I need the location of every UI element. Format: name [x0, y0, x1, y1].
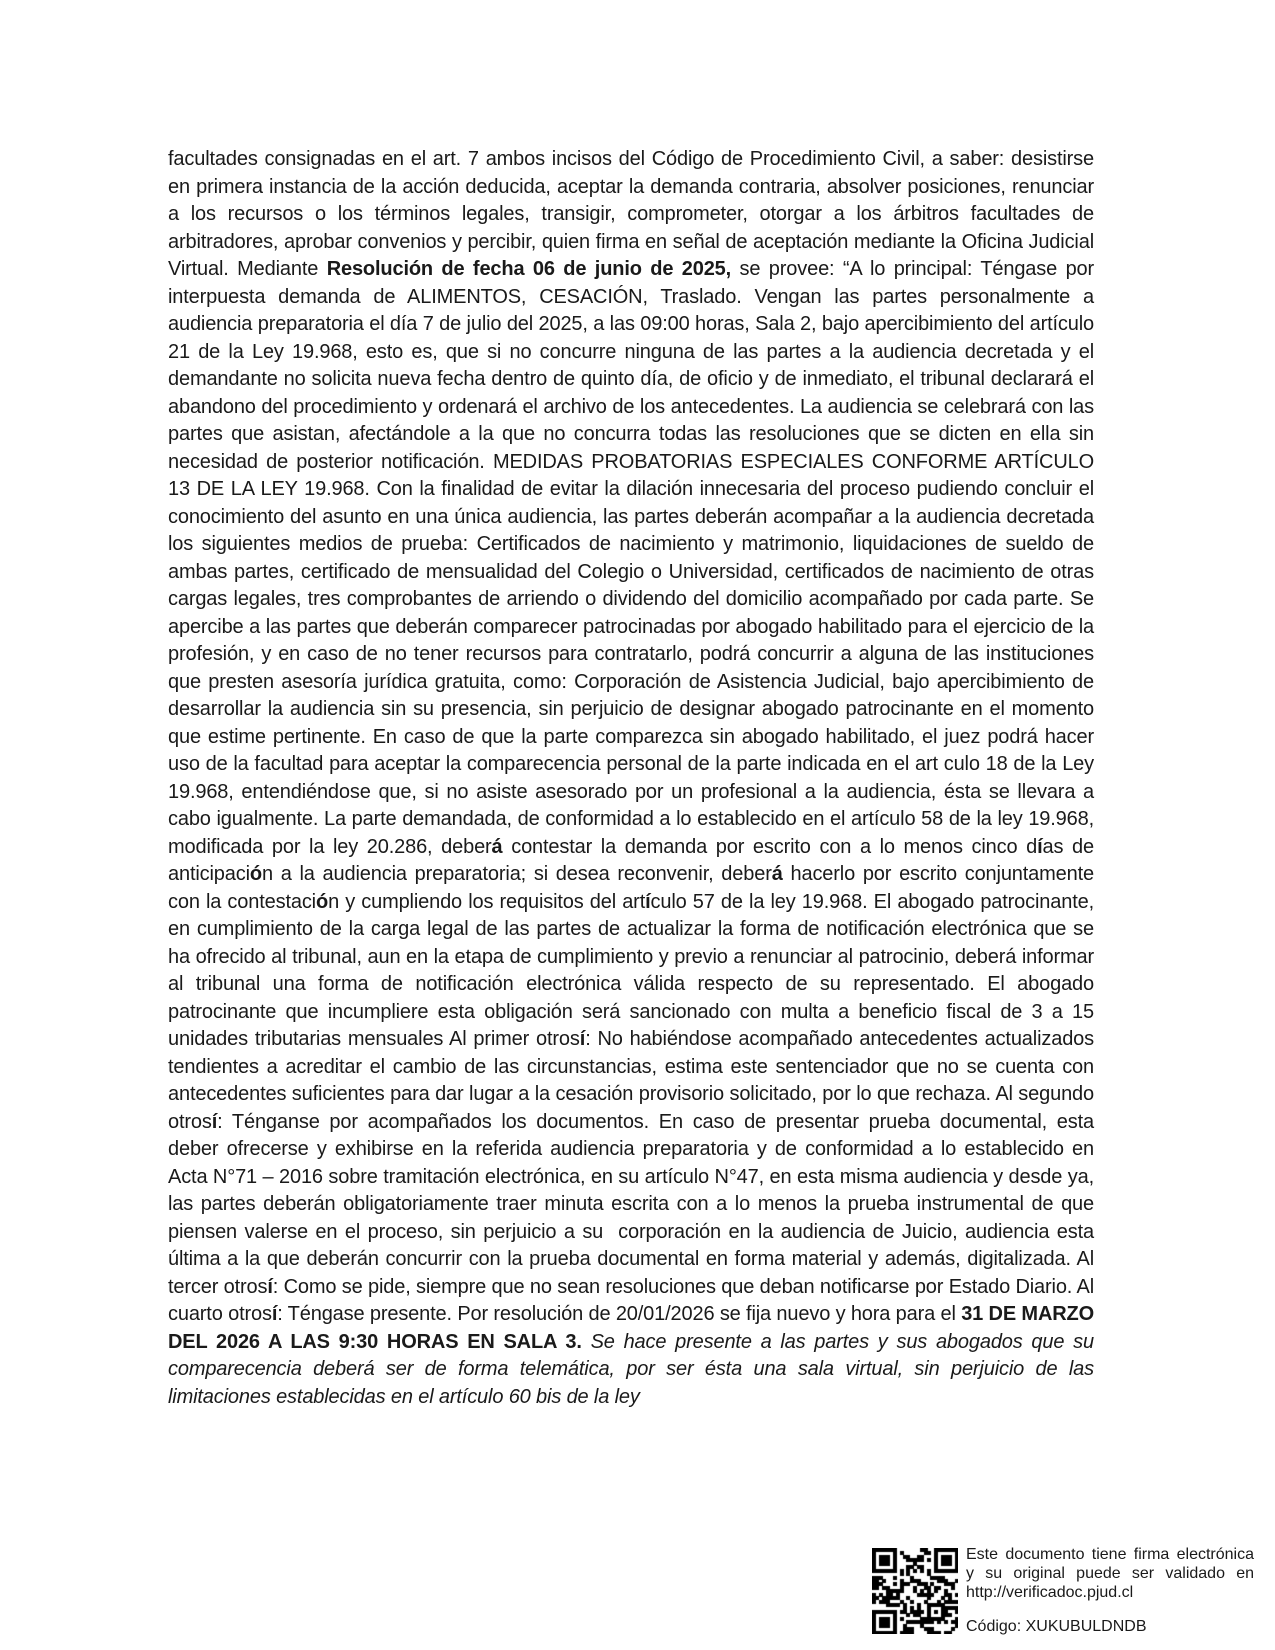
text-run-bold: á	[771, 863, 783, 885]
text-run-normal: n a la audiencia preparatoria; si desea reconvenir, deber	[261, 863, 772, 885]
text-run-normal: : No habiéndose acompañado antecedentes actualizados tendientes a acreditar el cambio de las circunstancias, estima este sentenciador que no se cuenta con antecedentes suficientes para dar lugar a la cesación provisorio solicitado, por lo que rechaza. Al segundo otros	[168, 1028, 1100, 1133]
qr-code-icon	[872, 1548, 958, 1634]
text-run-normal: facultades consignadas en el art. 7 ambos incisos del Código de Procedimiento Civil, a saber: desistirse en primera instancia de la acción deducida, aceptar la demanda contraria, absolver posiciones, renunciar a los recursos o los términos legales, transigir, comprometer, otorgar a los árbitros facultades de arbitradores, aprobar convenios y percibir, quien firma en señal de aceptación mediante la Oficina Judicial Virtual. Mediante	[168, 148, 1100, 280]
text-run-bold: í	[211, 1110, 218, 1133]
text-run-normal: n y cumpliendo los requisitos del art	[328, 890, 646, 913]
document-body-text	[168, 146, 1100, 1411]
text-run-normal: se provee: “A lo principal: Téngase por interpuesta demanda de ALIMENTOS, CESACIÓN, Traslado. Vengan las partes personalmente a audiencia preparatoria el día 7 de julio del 2025, a las 09:00 horas, Sala 2, bajo apercibimiento del artículo 21 de la Ley 19.968, esto es, que si no concurre ninguna de las partes a la audiencia decretada y el demandante no solicita nueva fecha dentro de quinto día, de oficio y de inmediato, el tribunal declarará el abandono del procedimiento y ordenará el archivo de los antecedentes. La audiencia se celebrará con las partes que asistan, afectándole a la que no concurra todas las resoluciones que se dicten en ella sin necesidad de posterior notificación. MEDIDAS PROBATORIAS ESPECIALES CONFORME ARTÍCULO 13 DE LA LEY 19.968. Con la finalidad de evitar la dilación innecesaria del proceso pudiendo concluir el conocimiento del asunto en una única audiencia, las partes deberán acompañar a la audiencia decretada los siguientes medios de prueba: Certificados de nacimiento y matrimonio, liquidaciones de sueldo de ambas partes, certificado de mensualidad del Colegio o Universidad, certificados de nacimiento de otras cargas legales, tres comprobantes de arriendo o dividendo del domicilio acompañado por cada parte. Se apercibe a las partes que deberán comparecer patrocinadas por abogado habilitado para el ejercicio de la profesión, y en caso de no tener recursos para contratarlo, podrá concurrir a alguna de las instituciones que presten asesoría jurídica gratuita, como: Corporación de Asistencia Judicial, bajo apercibimiento de desarrollar la audiencia sin su presencia, sin perjuicio de designar abogado patrocinante en el momento que estime pertinente. En caso de que la parte comparezca sin abogado habilitado, el juez podrá hacer uso de la facultad para aceptar la comparecencia personal de la parte indicada en el art culo 18 de la Ley 19.968, entendiéndose que, si no asiste asesorado por un profesional a la audiencia, ésta se llevara a cabo igualmente. La parte demandada, de conformidad a lo establecido en el artículo 58 de la ley 19.968, modificada por la ley 20.286, deber	[168, 258, 1100, 858]
validation-text-line2: y su original puede ser validado en	[966, 1565, 1254, 1582]
text-run-bold: í	[267, 1275, 273, 1298]
validation-url: http://verificadoc.pjud.cl	[966, 1584, 1134, 1601]
text-run-normal: : Téngase presente. Por resolución de 20/01/2026 se fija nuevo y hora para el	[277, 1303, 962, 1325]
text-run-bold: á	[491, 835, 503, 858]
text-run-italic: Se hace presente a las partes y sus abogados que su comparecencia deberá ser de forma telemática, por ser ésta una sala virtual, sin perjuicio de las limitaciones establecidas en el artículo 60 bis de la ley	[168, 1330, 1100, 1408]
text-run-normal	[582, 1331, 591, 1353]
text-run-normal: contestar la demanda por escrito con a lo menos cinco d	[502, 835, 1038, 858]
text-run-normal: as de anticipaci	[168, 835, 1100, 885]
text-run-bold: 31 DE MARZO DEL 2026 A LAS 9:30 HORAS EN SALA 3.	[168, 1303, 1100, 1353]
text-run-normal: : Como se pide, siempre que no sean resoluciones que deban notificarse por Estado Diario. Al cuarto otros	[168, 1275, 1100, 1325]
text-run-bold: í	[645, 890, 651, 913]
text-run-normal: culo 57 de la ley 19.968. El abogado patrocinante, en cumplimiento de la carga legal de las partes de actualizar la forma de notificación electrónica que se ha ofrecido al tribunal, aun en la etapa de cumplimiento y previo a renunciar al patrocinio, deberá informar al tribunal una forma de notificación electrónica válida respecto de su representado. El abogado patrocinante que incumpliere esta obligación será sancionado con multa a beneficio fiscal de 3 a 15 unidades tributarias mensuales Al primer otros	[168, 890, 1100, 1050]
validation-text-line1: Este documento tiene firma electrónica	[966, 1546, 1254, 1563]
text-run-bold: Resolución de fecha 06 de junio de 2025,	[326, 258, 732, 280]
text-run-bold: ó	[249, 863, 262, 885]
verification-code: Código: XUKUBULDNDB	[966, 1618, 1147, 1635]
text-run-bold: í	[1037, 835, 1043, 858]
text-run-normal: : Ténganse por acompañados los documentos. En caso de presentar prueba documental, esta deber ofrecerse y exhibirse en la referida audiencia preparatoria y de conformidad a lo establecido en Acta N°71 – 2016 sobre tramitación electrónica, en su artículo N°47, en esta misma audiencia y desde ya, las partes deberán obligatoriamente traer minuta escrita con a lo menos la prueba instrumental de que piensen valerse en el proceso, sin perjuicio a su corporación en la audiencia de Juicio, audiencia esta última a la que deberán concurrir con la prueba documental en forma material y además, digitalizada. Al tercer otros	[168, 1110, 1100, 1298]
text-run-bold: ó	[315, 890, 329, 913]
text-run-bold: í	[579, 1028, 586, 1050]
validation-text	[966, 1545, 1254, 1636]
text-run-normal: hacerlo por escrito conjuntamente con la contestaci	[168, 863, 1100, 913]
text-run-bold: í	[271, 1303, 278, 1325]
